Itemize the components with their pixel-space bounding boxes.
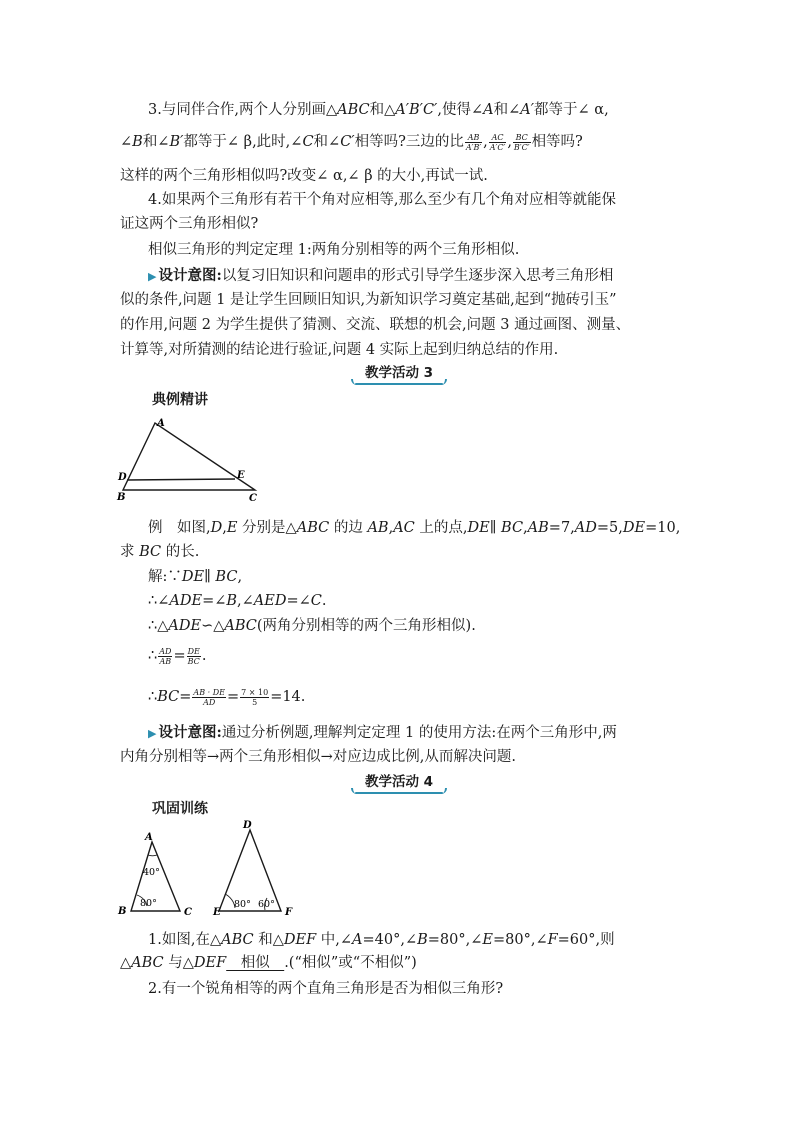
ratio-bc: $\frac{BC}{B'C'}$ bbox=[513, 132, 530, 152]
solution-line-5: ∴BC= $\frac{AB \cdot DE}{AD}$ = $\frac{7 \times 10}{5}$ =14. bbox=[148, 687, 306, 707]
q3-line-1: 3.与同伴合作,两个人分别画△ABC和△A′B′C′,使得∠A和∠A′都等于∠ α, bbox=[148, 102, 609, 118]
activity-4-banner: 教学活动 4 bbox=[355, 772, 443, 794]
angle-b-80: 80° bbox=[140, 898, 157, 909]
fraction-ab-de-ad: $\frac{AB \cdot DE}{AD}$ bbox=[193, 687, 225, 707]
svg-text:B: B bbox=[118, 906, 127, 917]
label-e: E bbox=[237, 470, 245, 481]
design-intent-2-line-2: 内角分别相等→两个三角形相似→对应边成比例,从而解决问题. bbox=[120, 749, 517, 765]
solution-line-3: ∴△ADE∽△ABC(两角分别相等的两个三角形相似). bbox=[148, 618, 476, 634]
ratio-ac: $\frac{AC}{A'C'}$ bbox=[489, 132, 506, 152]
example-line-2: 求 BC 的长. bbox=[120, 544, 200, 560]
exercise-2: 2.有一个锐角相等的两个直角三角形是否为相似三角形? bbox=[148, 981, 504, 997]
exercise-1-line-2: △ABC 与△DEF 相似 .(“相似”或“不相似”) bbox=[120, 955, 417, 971]
fraction-ad-ab: $\frac{AD}{AB}$ bbox=[159, 646, 172, 666]
triangles-abc-def-figure bbox=[112, 818, 307, 920]
answer-blank: 相似 bbox=[226, 955, 285, 971]
svg-text:D: D bbox=[243, 820, 252, 831]
solution-line-4: ∴ $\frac{AD}{AB}$ = $\frac{DE}{BC}$ . bbox=[148, 646, 207, 666]
triangle-marker-icon: ▶ bbox=[148, 270, 157, 283]
angle-e-80: 80° bbox=[234, 899, 251, 910]
angle-f-60: 60° bbox=[258, 899, 275, 910]
activity-3-banner: 教学活动 3 bbox=[355, 363, 443, 385]
design-intent-1-line-4: 计算等,对所猜测的结论进行验证,问题 4 实际上起到归纳总结的作用. bbox=[120, 342, 559, 358]
example-section-title: 典例精讲 bbox=[152, 392, 208, 408]
label-c: C bbox=[249, 493, 257, 504]
practice-section-title: 巩固训练 bbox=[152, 801, 208, 817]
label-a: A bbox=[157, 418, 165, 429]
design-intent-1-line-3: 的作用,问题 2 为学生提供了猜测、交流、联想的机会,问题 3 通过画图、测量、 bbox=[120, 317, 631, 333]
design-intent-2-line-1: ▶ 设计意图:通过分析例题,理解判定定理 1 的使用方法:在两个三角形中,两 bbox=[148, 724, 617, 741]
design-intent-1-line-1: ▶ 设计意图:以复习旧知识和问题串的形式引导学生逐步深入思考三角形相 bbox=[148, 267, 614, 284]
q4-line-2: 证这两个三角形相似? bbox=[120, 216, 259, 232]
label-d: D bbox=[118, 472, 127, 483]
q3-line-2: ∠B和∠B′都等于∠ β,此时,∠C和∠C′相等吗?三边的比 $\frac{AB}{A'B'}$ , $\frac{AC}{A'C'}$ , $\frac{BC}{B'C'}$ 相等吗? bbox=[120, 132, 583, 152]
fraction-de-bc: $\frac{DE}{BC}$ bbox=[187, 646, 200, 666]
triangle-marker-icon: ▶ bbox=[148, 727, 157, 740]
theorem-1: 相似三角形的判定定理 1:两角分别相等的两个三角形相似. bbox=[148, 242, 520, 258]
exercise-1-line-1: 1.如图,在△ABC 和△DEF 中,∠A=40°,∠B=80°,∠E=80°,∠F=60°,则 bbox=[148, 932, 615, 948]
angle-a-40: 40° bbox=[143, 867, 160, 878]
fraction-7x10-5: $\frac{7 \times 10}{5}$ bbox=[241, 687, 269, 707]
svg-text:E: E bbox=[213, 907, 221, 918]
svg-text:F: F bbox=[285, 907, 293, 918]
label-b: B bbox=[117, 492, 126, 503]
ratio-ab: $\frac{AB}{A'B'}$ bbox=[465, 132, 482, 152]
solution-line-2: ∴∠ADE=∠B,∠AED=∠C. bbox=[148, 593, 327, 609]
triangle-abc-figure bbox=[115, 412, 275, 504]
q4-line-1: 4.如果两个三角形有若干个角对应相等,那么至少有几个角对应相等就能保 bbox=[148, 192, 616, 208]
design-intent-1-line-2: 似的条件,问题 1 是让学生回顾旧知识,为新知识学习奠定基础,起到“抛砖引玉” bbox=[120, 292, 617, 308]
q3-line-3: 这样的两个三角形相似吗?改变∠ α,∠ β 的大小,再试一试. bbox=[120, 168, 488, 184]
example-line-1: 例 如图,D,E 分别是△ABC 的边 AB,AC 上的点,DE∥ BC,AB=7,AD=5,DE=10, bbox=[148, 520, 681, 536]
svg-text:A: A bbox=[145, 832, 153, 843]
svg-text:C: C bbox=[184, 907, 192, 918]
solution-line-1: 解:∵DE∥ BC, bbox=[148, 569, 243, 585]
